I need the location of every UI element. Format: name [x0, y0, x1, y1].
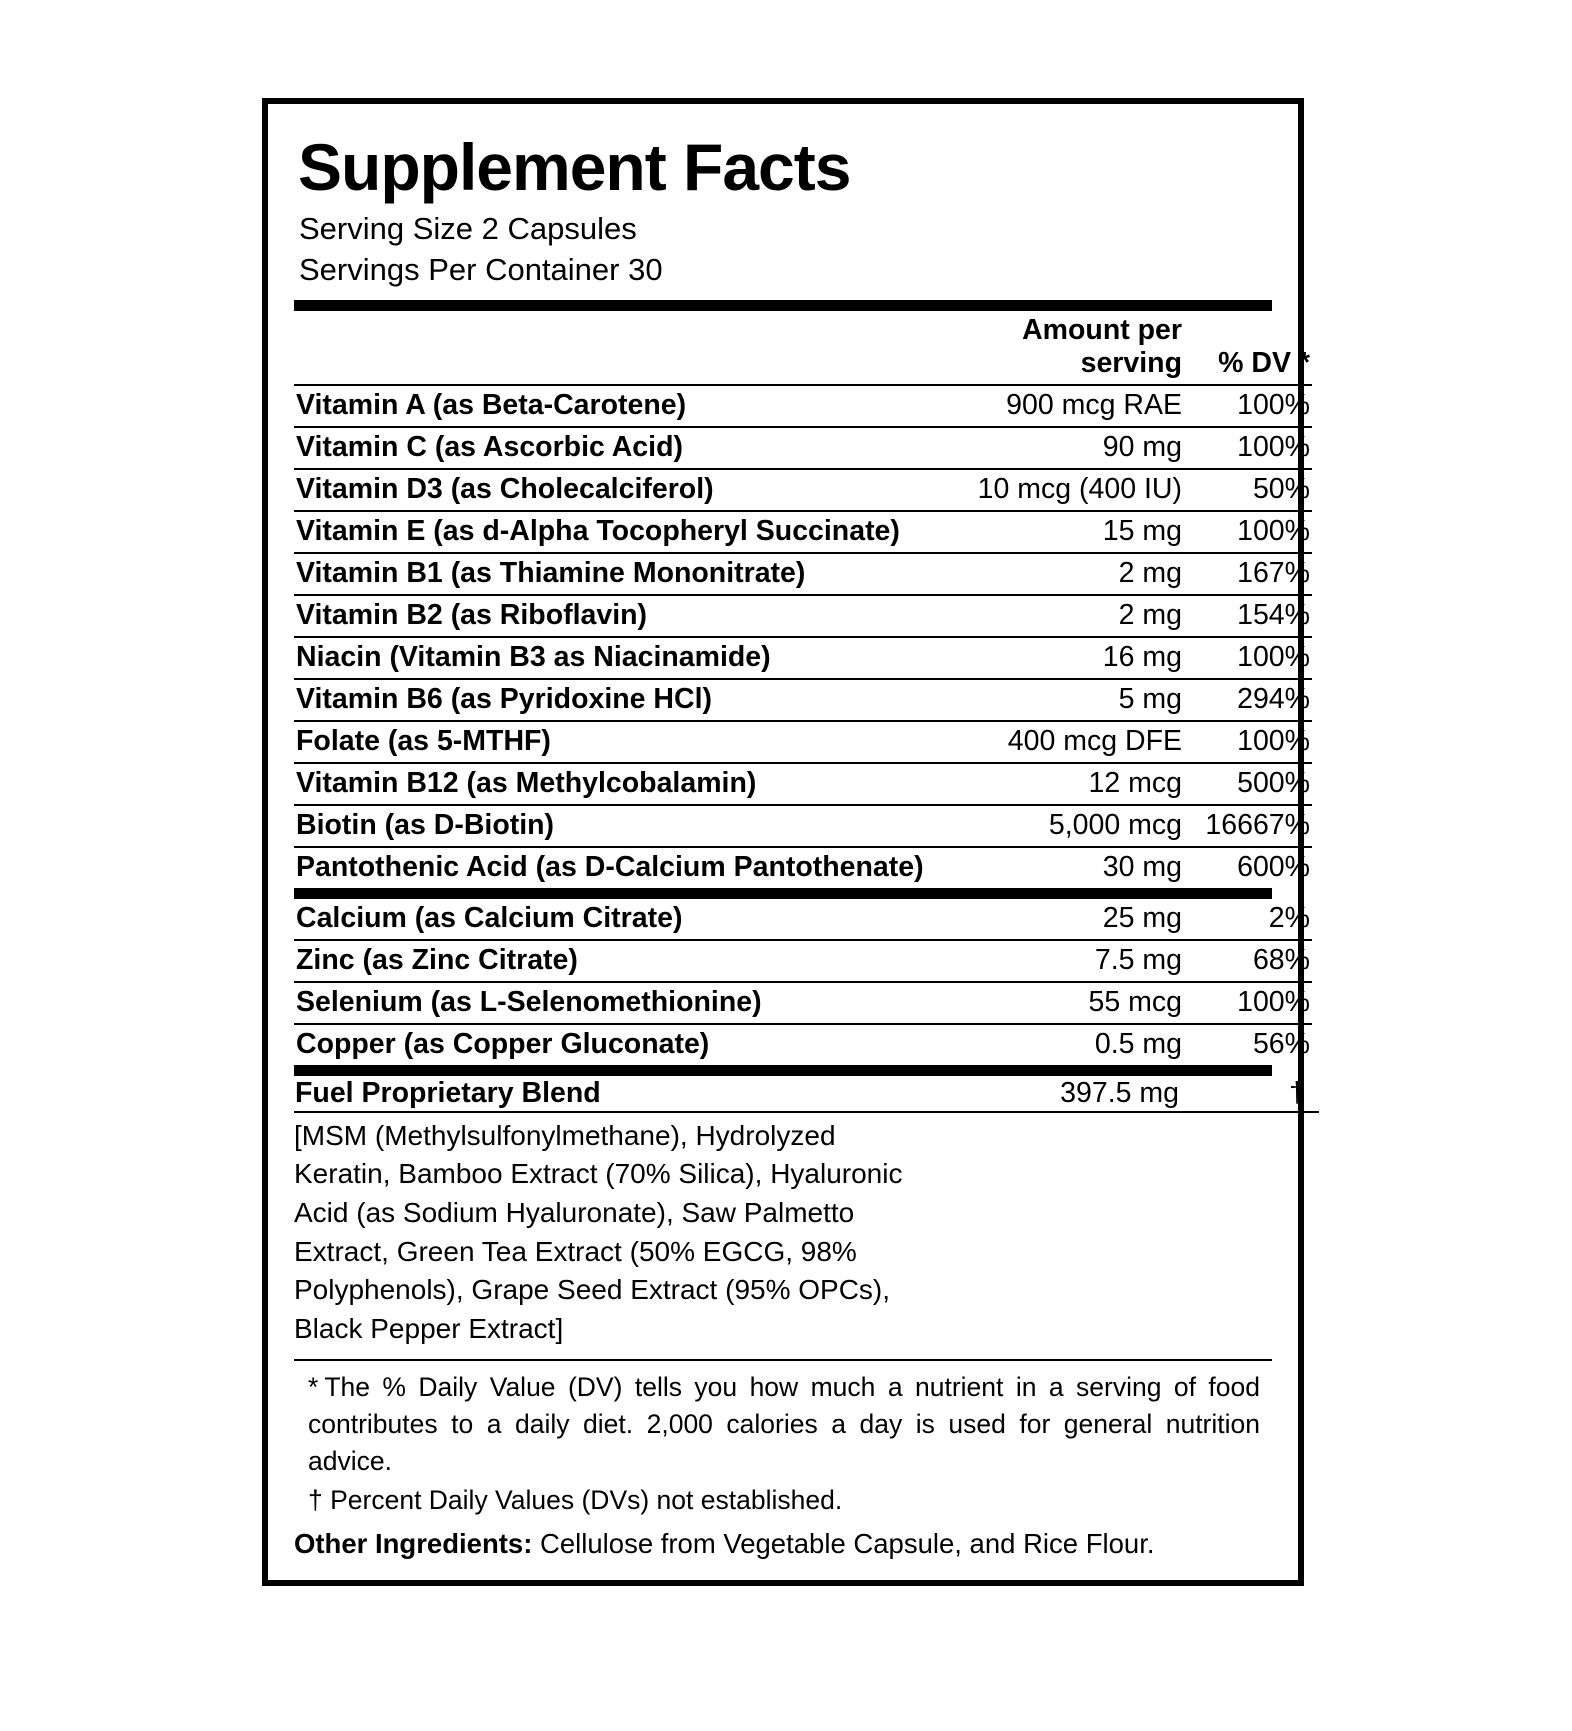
nutrient-dv: 294% — [1184, 679, 1312, 721]
nutrient-amount: 10 mcg (400 IU) — [918, 469, 1184, 511]
nutrient-amount: 2 mg — [918, 553, 1184, 595]
divider-top — [294, 300, 1272, 311]
footnote-dagger: † Percent Daily Values (DVs) not established. — [308, 1484, 843, 1515]
table-row — [294, 469, 1312, 511]
table-row — [294, 721, 1312, 763]
blend-amount: 397.5 mg — [916, 1076, 1180, 1112]
footnote-daily-value-text: The % Daily Value (DV) tells you how much a nutrient in a serving of food contributes to a daily diet. 2,000 calories a day is used for general nutrition advice. — [308, 1371, 1260, 1476]
nutrient-dv: 167% — [1184, 553, 1312, 595]
column-header-nutrient — [294, 311, 918, 385]
nutrient-amount: 900 mcg RAE — [918, 385, 1184, 427]
footnotes — [294, 1359, 1272, 1563]
nutrient-dv: 100% — [1184, 637, 1312, 679]
table-row — [294, 982, 1312, 1024]
nutrient-name: Vitamin B12 (as Methylcobalamin) — [294, 763, 918, 805]
nutrient-name: Biotin (as D-Biotin) — [294, 805, 918, 847]
table-row — [294, 427, 1312, 469]
nutrient-amount: 15 mg — [918, 511, 1184, 553]
divider-minerals — [294, 888, 1272, 899]
nutrient-name: Zinc (as Zinc Citrate) — [294, 940, 918, 982]
nutrient-amount: 12 mcg — [918, 763, 1184, 805]
minerals-table — [294, 899, 1312, 1065]
nutrient-amount: 400 mcg DFE — [918, 721, 1184, 763]
nutrient-amount: 55 mcg — [918, 982, 1184, 1024]
table-header-row — [294, 311, 1312, 385]
nutrient-name: Vitamin B1 (as Thiamine Mononitrate) — [294, 553, 918, 595]
nutrient-amount: 16 mg — [918, 637, 1184, 679]
other-ingredients-label: Other Ingredients: — [294, 1527, 533, 1559]
table-row — [294, 595, 1312, 637]
blend-row — [294, 1076, 1319, 1112]
nutrient-dv: 100% — [1184, 982, 1312, 1024]
table-row — [294, 805, 1312, 847]
divider-blend — [294, 1065, 1272, 1076]
nutrient-dv: 100% — [1184, 721, 1312, 763]
nutrient-dv: 600% — [1237, 850, 1310, 883]
nutrient-dv: 500% — [1184, 763, 1312, 805]
nutrient-amount: 90 mg — [918, 427, 1184, 469]
nutrient-amount: 25 mg — [918, 899, 1184, 940]
table-row — [294, 385, 1312, 427]
nutrient-name: Vitamin D3 (as Cholecalciferol) — [294, 469, 918, 511]
other-ingredients — [294, 1525, 1272, 1562]
nutrient-name: Vitamin B2 (as Riboflavin) — [294, 595, 918, 637]
footnote-daily-value — [308, 1369, 1272, 1480]
table-row — [294, 847, 1312, 888]
nutrient-dv: 100% — [1184, 427, 1312, 469]
asterisk-icon: * — [308, 1371, 319, 1402]
column-header-dv: % DV * — [1184, 311, 1312, 385]
nutrient-amount: 5 mg — [918, 679, 1184, 721]
minerals-group — [294, 899, 1312, 1065]
nutrient-dv: 68% — [1184, 940, 1312, 982]
nutrient-amount: 7.5 mg — [918, 940, 1184, 982]
table-row — [294, 1024, 1312, 1065]
nutrient-amount: 0.5 mg — [1094, 1027, 1182, 1060]
serving-size: Serving Size 2 Capsules — [299, 211, 637, 247]
table-head — [294, 311, 1312, 385]
nutrient-name: Pantothenic Acid (as D-Calcium Pantothenate) — [296, 850, 924, 883]
nutrient-dv: 56% — [1252, 1027, 1310, 1060]
nutrient-name: Vitamin B6 (as Pyridoxine HCl) — [294, 679, 918, 721]
nutrient-dv: 16667% — [1184, 805, 1312, 847]
nutrient-dv: 2% — [1184, 899, 1312, 940]
nutrient-name: Niacin (Vitamin B3 as Niacinamide) — [294, 637, 918, 679]
nutrient-amount: 2 mg — [918, 595, 1184, 637]
blend-ingredients: [MSM (Methylsulfonylmethane), Hydrolyzed Keratin, Bamboo Extract (70% Silica), Hyaluronic Acid (as Sodium Hyaluronate), Saw Palmetto Extract, Green Tea Extract (50% EGCG, 98% Polyphenols), Grape Seed Extract (95% OPCs), Black Pepper Extract] — [294, 1119, 903, 1344]
other-ingredients-text: Cellulose from Vegetable Capsule, and Rice Flour. — [540, 1527, 1155, 1559]
nutrient-name: Vitamin E (as d-Alpha Tocopheryl Succinate) — [294, 511, 918, 553]
table-row — [294, 511, 1312, 553]
servings-per-container: Servings Per Container 30 — [299, 251, 663, 287]
supplement-facts-panel — [262, 98, 1310, 1586]
page-title: Supplement Facts — [298, 130, 851, 204]
nutrient-amount: 5,000 mcg — [918, 805, 1184, 847]
nutrient-name: Folate (as 5-MTHF) — [294, 721, 918, 763]
nutrient-amount: 30 mg — [1102, 850, 1182, 883]
column-header-amount: Amount per serving — [918, 311, 1184, 385]
nutrient-dv: 50% — [1184, 469, 1312, 511]
table-row — [294, 553, 1312, 595]
blend-dv-dagger: † — [1180, 1076, 1319, 1112]
proprietary-blend-table — [294, 1076, 1319, 1113]
nutrient-dv: 100% — [1184, 385, 1312, 427]
table-row — [294, 637, 1312, 679]
blend-name: Fuel Proprietary Blend — [294, 1076, 916, 1112]
table-row — [294, 899, 1312, 940]
vitamins-group — [294, 385, 1312, 888]
nutrient-dv: 154% — [1184, 595, 1312, 637]
table-row — [294, 940, 1312, 982]
nutrient-name: Selenium (as L-Selenomethionine) — [294, 982, 918, 1024]
table-row — [294, 679, 1312, 721]
nutrient-dv: 100% — [1184, 511, 1312, 553]
nutrient-name: Calcium (as Calcium Citrate) — [294, 899, 918, 940]
nutrient-name: Vitamin C (as Ascorbic Acid) — [294, 427, 918, 469]
table-row — [294, 763, 1312, 805]
nutrient-name: Copper (as Copper Gluconate) — [296, 1027, 710, 1060]
nutrients-table — [294, 311, 1312, 888]
nutrient-name: Vitamin A (as Beta-Carotene) — [294, 385, 918, 427]
